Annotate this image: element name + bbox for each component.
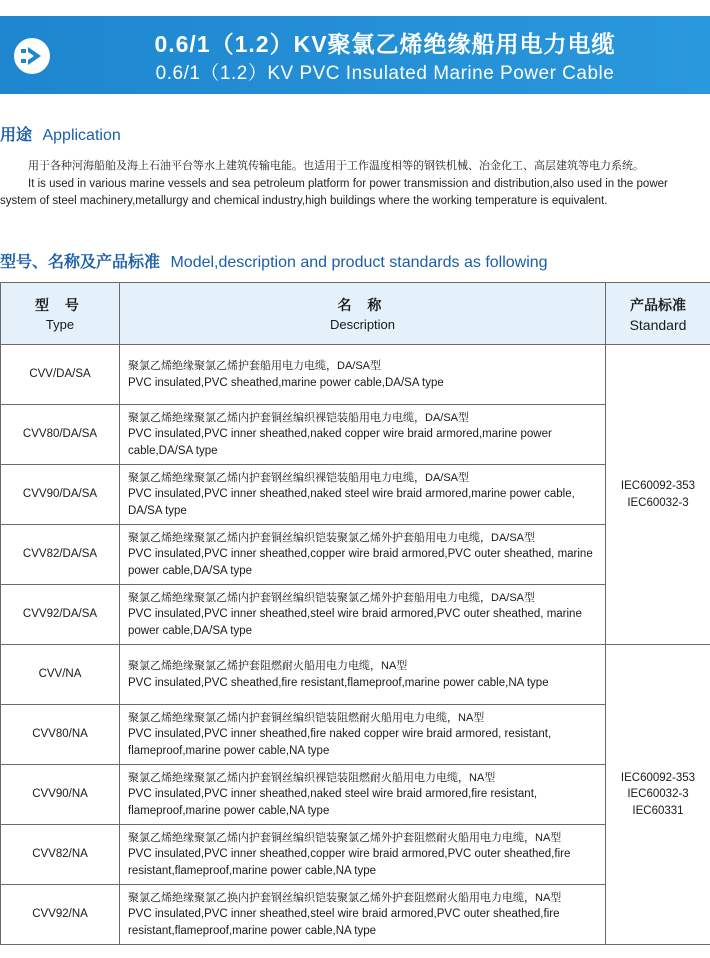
row-desc-cn: 聚氯乙烯绝缘聚氯乙烯护套阻燃耐火船用电力电缆，NA型 [128, 660, 408, 672]
row-desc-en: PVC insulated,PVC inner sheathed,naked copper wire braid armored,marine power cable,DA/SA type [128, 428, 552, 457]
row-desc-cn: 聚氯乙烯绝缘聚氯乙烯护套船用电力电缆，DA/SA型 [128, 360, 382, 372]
row-description [120, 465, 606, 525]
row-desc-cn: 聚氯乙烯绝缘聚氯乙烯内护套铜丝编织裸铠装船用电力电缆，DA/SA型 [128, 411, 470, 424]
standard-item: IEC60092-353 [620, 480, 696, 492]
row-description [120, 705, 606, 765]
standard-item: IEC60331 [632, 804, 684, 817]
application-text-en: It is used in various marine vessels and sea petroleum platform for power transmission and distribution,also used in the power system of steel machinery,metallurgy and chemical industry,high buildings where the working temperature is equivalent. [0, 178, 668, 207]
row-type: CVV80/NA [1, 705, 120, 765]
row-description [120, 405, 606, 465]
table-row [1, 345, 710, 405]
table-row [1, 765, 710, 825]
row-desc-en: PVC insulated,PVC inner sheathed,fire naked copper wire braid armored, resistant, flameproof,marine power cable,NA type [128, 728, 552, 757]
standard-item: IEC60032-3 [627, 788, 689, 801]
row-description [120, 525, 606, 585]
row-type: CVV92/DA/SA [1, 585, 120, 645]
row-type: CVV/NA [1, 645, 120, 705]
model-heading-en: Model,description and product standards as following [170, 254, 548, 271]
model-heading [0, 249, 548, 272]
table-row [1, 585, 710, 645]
header-type-en: Type [45, 317, 75, 332]
row-description [120, 765, 606, 825]
title-banner [0, 16, 710, 94]
row-desc-en: PVC insulated,PVC inner sheathed,naked steel wire braid armored,marine power cable, DA/SA type [128, 488, 575, 517]
header-standard [606, 283, 710, 345]
model-heading-cn: 型号、名称及产品标准 [0, 254, 161, 271]
application-heading [0, 122, 121, 145]
row-desc-cn: 聚氯乙烯绝缘聚氯乙换内护套钢丝编织铠装聚氯乙烯外护套阻燃耐火船用电力电缆，NA型 [128, 891, 562, 904]
row-desc-en: PVC insulated,PVC inner sheathed,naked steel wire braid armored,fire resistant, flameproof,marine power cable,NA type [128, 788, 538, 817]
row-type: CVV90/DA/SA [1, 465, 120, 525]
row-desc-cn: 聚氯乙烯绝缘聚氯乙烯内护套铜丝编织铠装聚氯乙烯外护套阻燃耐火船用电力电缆，NA型 [128, 831, 562, 844]
standard-group-2 [606, 645, 710, 945]
header-std-cn: 产品标准 [630, 296, 686, 313]
product-table [0, 282, 710, 945]
table-row [1, 885, 710, 945]
standard-group-1 [606, 345, 710, 645]
standard-item: IEC60032-3 [627, 496, 689, 509]
application-heading-cn: 用途 [0, 127, 33, 144]
row-type: CVV82/DA/SA [1, 525, 120, 585]
row-desc-cn: 聚氯乙烯绝缘聚氯乙烯内护套铜丝编织铠装阻燃耐火船用电力电缆，NA型 [128, 711, 485, 724]
row-type: CVV90/NA [1, 765, 120, 825]
table-row [1, 525, 710, 585]
row-desc-cn: 聚氯乙烯绝缘聚氯乙烯内护套钢丝编织铠装聚氯乙烯外护套船用电力电缆，DA/SA型 [128, 591, 536, 604]
header-desc-en: Description [329, 317, 396, 332]
application-heading-en: Application [42, 127, 121, 144]
row-description [120, 345, 606, 405]
row-type: CVV/DA/SA [1, 345, 120, 405]
row-desc-en: PVC insulated,PVC inner sheathed,steel wire braid armored,PVC outer sheathed, marine power cable,DA/SA type [128, 608, 582, 637]
row-description [120, 825, 606, 885]
row-desc-cn: 聚氯乙烯绝缘聚氯乙烯内护套铜丝编织铠装聚氯乙烯外护套船用电力电缆，DA/SA型 [128, 531, 536, 544]
standard-item: IEC60092-353 [620, 771, 696, 784]
page-title-en: 0.6/1（1.2）KV PVC Insulated Marine Power Cable [155, 63, 615, 84]
arrow-right-icon [14, 38, 50, 74]
row-desc-cn: 聚氯乙烯绝缘聚氯乙烯内护套钢丝编织裸铠装船用电力电缆，DA/SA型 [128, 471, 470, 484]
page-title-cn: 0.6/1（1.2）KV聚氯乙烯绝缘船用电力电缆 [154, 31, 616, 57]
row-description [120, 645, 606, 705]
header-std-en: Standard [629, 316, 687, 333]
table-row [1, 645, 710, 705]
row-desc-en: PVC insulated,PVC inner sheathed,steel wire braid armored,PVC outer sheathed,fire resistant,flameproof,marine power cable,NA type [128, 908, 560, 937]
header-type-cn: 型 号 [35, 297, 85, 313]
row-desc-en: PVC insulated,PVC inner sheathed,copper wire braid armored,PVC outer sheathed,fire resistant,flameproof,marine power cable,NA type [128, 848, 571, 877]
row-desc-en: PVC insulated,PVC sheathed,fire resistant,flameproof,marine power cable,NA type [128, 676, 549, 689]
application-text-cn: 用于各种河海船舶及海上石油平台等水上建筑传输电能。也适用于工作温度相等的钢铁机械、冶金化工、高层建筑等电力系统。 [28, 160, 644, 172]
row-type: CVV82/NA [1, 825, 120, 885]
row-type: CVV92/NA [1, 885, 120, 945]
table-header-row [1, 283, 710, 345]
row-desc-cn: 聚氯乙烯绝缘聚氯乙烯内护套钢丝编织裸铠装阻燃耐火船用电力电缆，NA型 [128, 771, 496, 784]
row-desc-en: PVC insulated,PVC sheathed,marine power cable,DA/SA type [128, 376, 444, 389]
table-row [1, 825, 710, 885]
table-row [1, 705, 710, 765]
header-description [120, 283, 606, 345]
row-type: CVV80/DA/SA [1, 405, 120, 465]
table-row [1, 465, 710, 525]
row-desc-en: PVC insulated,PVC inner sheathed,copper wire braid armored,PVC outer sheathed, marine power cable,DA/SA type [128, 548, 593, 577]
header-type [1, 283, 120, 345]
row-description [120, 585, 606, 645]
header-desc-cn: 名 称 [337, 297, 388, 313]
row-description [120, 885, 606, 945]
table-row [1, 405, 710, 465]
